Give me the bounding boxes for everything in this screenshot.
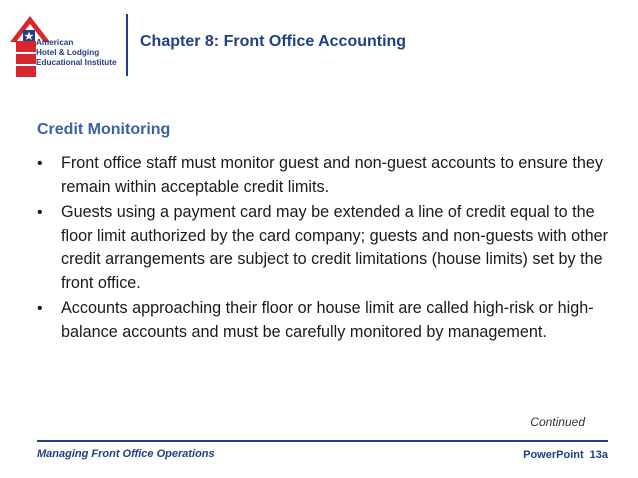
- logo-line-2: Hotel & Lodging: [36, 48, 100, 57]
- bullet-marker: •: [37, 204, 43, 221]
- header-divider: [126, 14, 128, 76]
- bullet-list: [37, 152, 617, 346]
- chapter-title: Chapter 8: Front Office Accounting: [140, 33, 407, 50]
- bullet-text: Front office staff must monitor guest and non-guest accounts to ensure they remain within acceptable credit limits.: [61, 154, 603, 196]
- logo-line-3: Educational Institute: [36, 58, 117, 67]
- logo-house-body: [16, 41, 36, 77]
- bullet-text: Guests using a payment card may be extended a line of credit equal to the floor limit authorized by the card company; guests and non-guests with other credit arrangements are subject to credit limitations (house limits) set by the front office.: [61, 203, 609, 292]
- bullet-marker: •: [37, 155, 43, 172]
- footer-software-label: PowerPoint: [523, 449, 584, 461]
- bullet-text: Accounts approaching their floor or house limit are called high-risk or high-balance accounts and must be carefully monitored by management.: [61, 299, 594, 341]
- footer-course-title: Managing Front Office Operations: [37, 448, 215, 460]
- logo-wordmark: [36, 38, 120, 68]
- bullet-marker: •: [37, 300, 43, 317]
- footer-page-info: [523, 449, 608, 461]
- bullet-item: [37, 297, 617, 344]
- ahlei-logo: [8, 14, 120, 78]
- continued-label: Continued: [530, 415, 585, 429]
- logo-line-1: American: [36, 38, 74, 47]
- bullet-item: [37, 152, 617, 199]
- footer-divider: [37, 440, 608, 442]
- page-number: 13a: [589, 449, 608, 461]
- section-heading: Credit Monitoring: [37, 121, 171, 138]
- bullet-item: [37, 201, 617, 295]
